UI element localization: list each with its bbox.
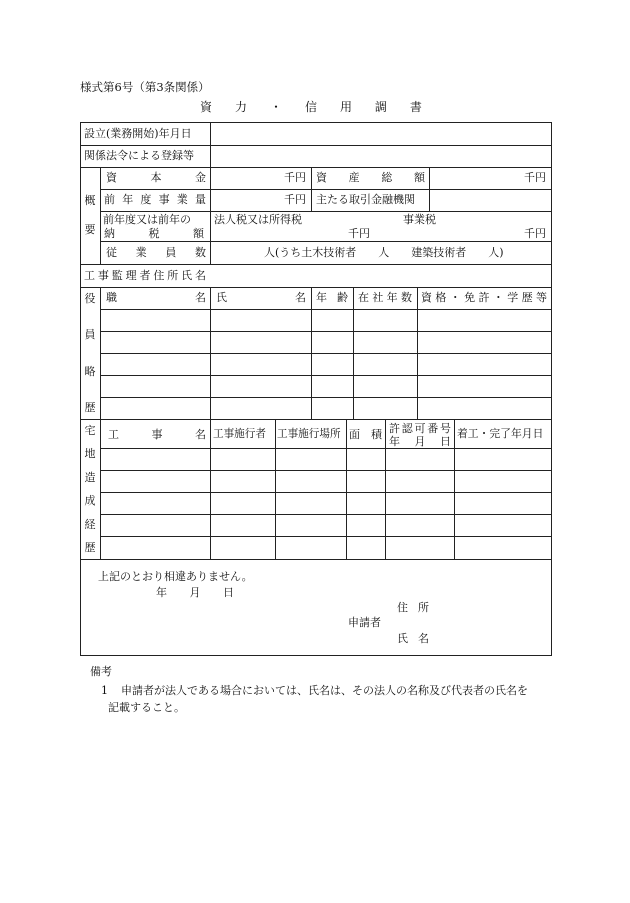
biz-tax-unit: 千円 [524, 227, 546, 240]
label-main-bank: 主たる取引金融機関 [316, 193, 415, 206]
col-permit-number: 許 認 可 番 号 [389, 422, 451, 435]
capital-unit: 千円 [284, 171, 306, 184]
col-name: 氏 名 [216, 291, 306, 304]
col-work-name: 工 事 名 [108, 428, 206, 441]
col-start-end-dates: 着工・完了年月日 [457, 427, 544, 440]
col-area: 面 積 [349, 428, 382, 441]
label-prev-tax: 前年度又は前年の [103, 213, 191, 226]
col-years: 在 社 年 数 [358, 291, 412, 304]
applicant-address-label: 住 所 [397, 601, 429, 614]
label-works: 宅 地 造 成 経 歴 [84, 424, 96, 554]
label-supervisor: 工 事 監 理 者 住 所 氏 名 [84, 269, 206, 282]
col-post: 職 名 [106, 291, 206, 304]
declaration-date: 年 月 日 [156, 586, 234, 599]
label-overview: 概 要 [84, 194, 96, 236]
label-officers: 役 員 略 歴 [84, 292, 96, 414]
label-biz-tax: 事業税 [403, 213, 436, 226]
corp-tax-unit: 千円 [348, 227, 370, 240]
prev-volume-unit: 千円 [284, 193, 306, 206]
note-number: 1 [101, 684, 108, 697]
notes-heading: 備考 [90, 665, 112, 678]
col-age: 年 齢 [316, 291, 348, 304]
label-registration: 関係法令による登録等 [84, 149, 194, 162]
assets-unit: 千円 [524, 171, 546, 184]
label-tax-amount: 納 税 額 [104, 227, 204, 240]
label-prev-volume: 前 年 度 事 業 量 [104, 193, 206, 206]
label-corp-tax: 法人税又は所得税 [214, 213, 302, 226]
applicant-label: 申請者 [348, 616, 381, 629]
col-place: 工事施行場所 [277, 428, 341, 440]
col-permit-date: 年 月 日 [389, 435, 451, 448]
employees-detail: 人(うち土木技術者 人 建築技術者 人) [264, 246, 504, 259]
document-title: 資 力 ・ 信 用 調 書 [200, 100, 422, 114]
label-employees: 従 業 員 数 [106, 246, 206, 259]
note-text-line2: 記載すること。 [108, 701, 185, 714]
label-established: 設立(業務開始)年月日 [84, 127, 192, 140]
col-qualifications: 資 格 ・ 免 許 ・ 学 歴 等 [421, 291, 547, 304]
note-text-line1: 申請者が法人である場合においては、氏名は、その法人の名称及び代表者の氏名を [121, 684, 528, 697]
applicant-name-label: 氏 名 [397, 632, 429, 645]
label-capital: 資 本 金 [106, 171, 206, 184]
label-assets: 資 産 総 額 [316, 171, 425, 184]
form-number: 様式第6号（第3条関係） [80, 80, 210, 94]
declaration-statement: 上記のとおり相違ありません。 [98, 570, 253, 583]
col-client: 工事施行者 [213, 428, 266, 440]
